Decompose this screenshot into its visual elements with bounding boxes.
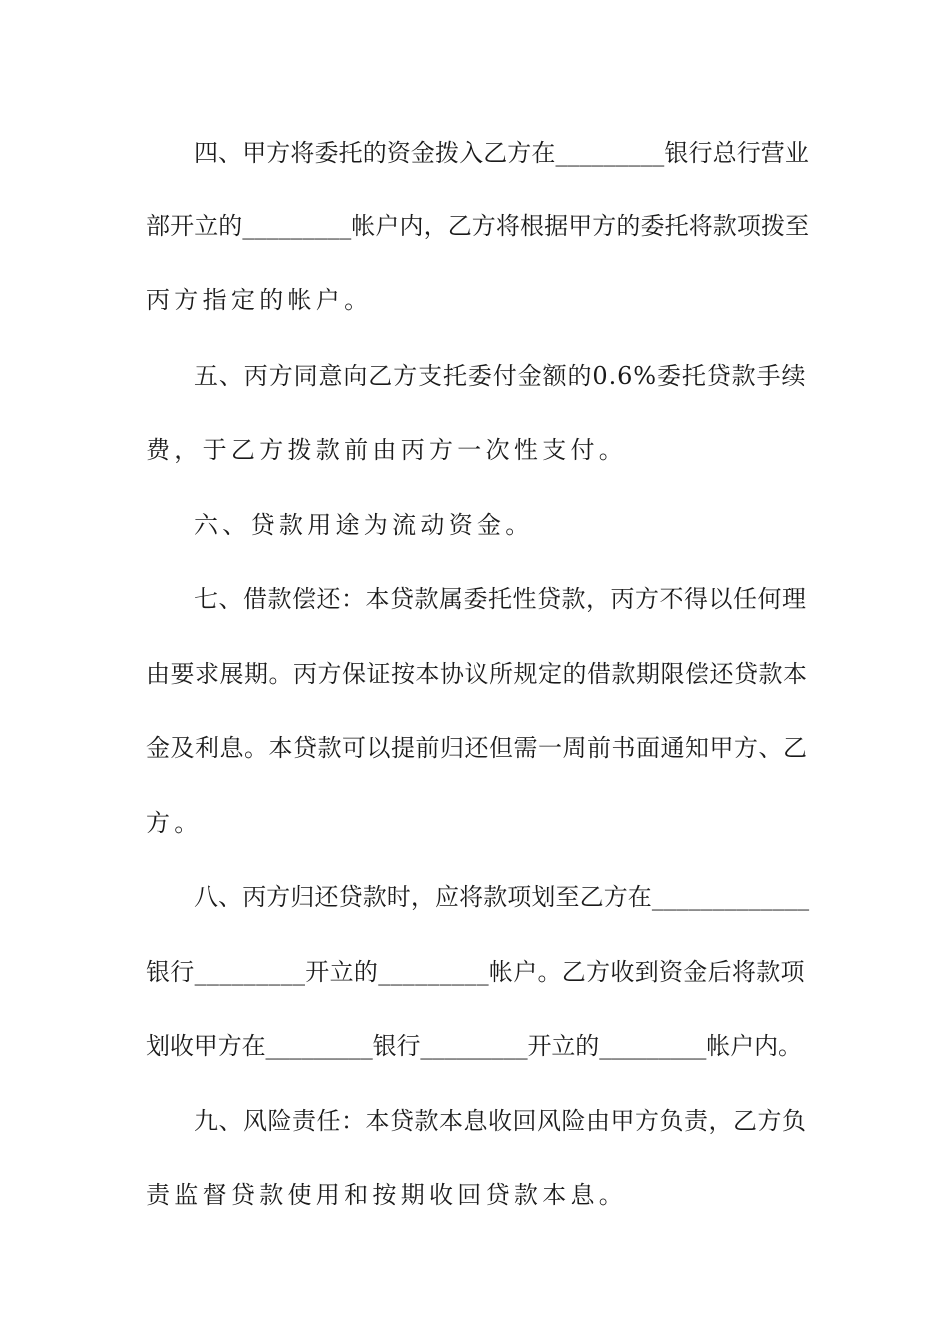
paragraph-7-line-3: 金及利息。本贷款可以提前归还但需一周前书面通知甲方、乙 [146, 734, 808, 762]
paragraph-4-line-2: 部开立的_________帐户内，乙方将根据甲方的委托将款项拨至 [146, 212, 810, 240]
paragraph-4-line-3: 丙方指定的帐户。 [146, 286, 373, 314]
paragraph-4-line-1: 四、甲方将委托的资金拨入乙方在_________银行总行营业 [194, 139, 809, 167]
paragraph-6-line-1: 六、贷款用途为流动资金。 [194, 511, 534, 539]
paragraph-7-line-4: 方。 [146, 809, 203, 837]
paragraph-8-line-1: 八、丙方归还贷款时，应将款项划至乙方在_____________ [194, 883, 810, 911]
paragraph-5-line-1: 五、丙方同意向乙方支托委付金额的0.6%委托贷款手续 [194, 362, 807, 390]
paragraph-9-line-2: 责监督贷款使用和按期收回贷款本息。 [146, 1181, 628, 1209]
paragraph-7-line-1: 七、借款偿还：本贷款属委托性贷款，丙方不得以任何理 [194, 585, 807, 613]
paragraph-7-line-2: 由要求展期。丙方保证按本协议所规定的借款期限偿还贷款本 [146, 660, 808, 688]
paragraph-8-line-2: 银行_________开立的_________帐户。乙方收到资金后将款项 [146, 958, 805, 986]
paragraph-9-line-1: 九、风险责任：本贷款本息收回风险由甲方负责，乙方负 [194, 1107, 807, 1135]
paragraph-8-line-3: 划收甲方在_________银行_________开立的_________帐户内。 [146, 1032, 802, 1060]
paragraph-5-line-2: 费，于乙方拨款前由丙方一次性支付。 [146, 436, 628, 464]
